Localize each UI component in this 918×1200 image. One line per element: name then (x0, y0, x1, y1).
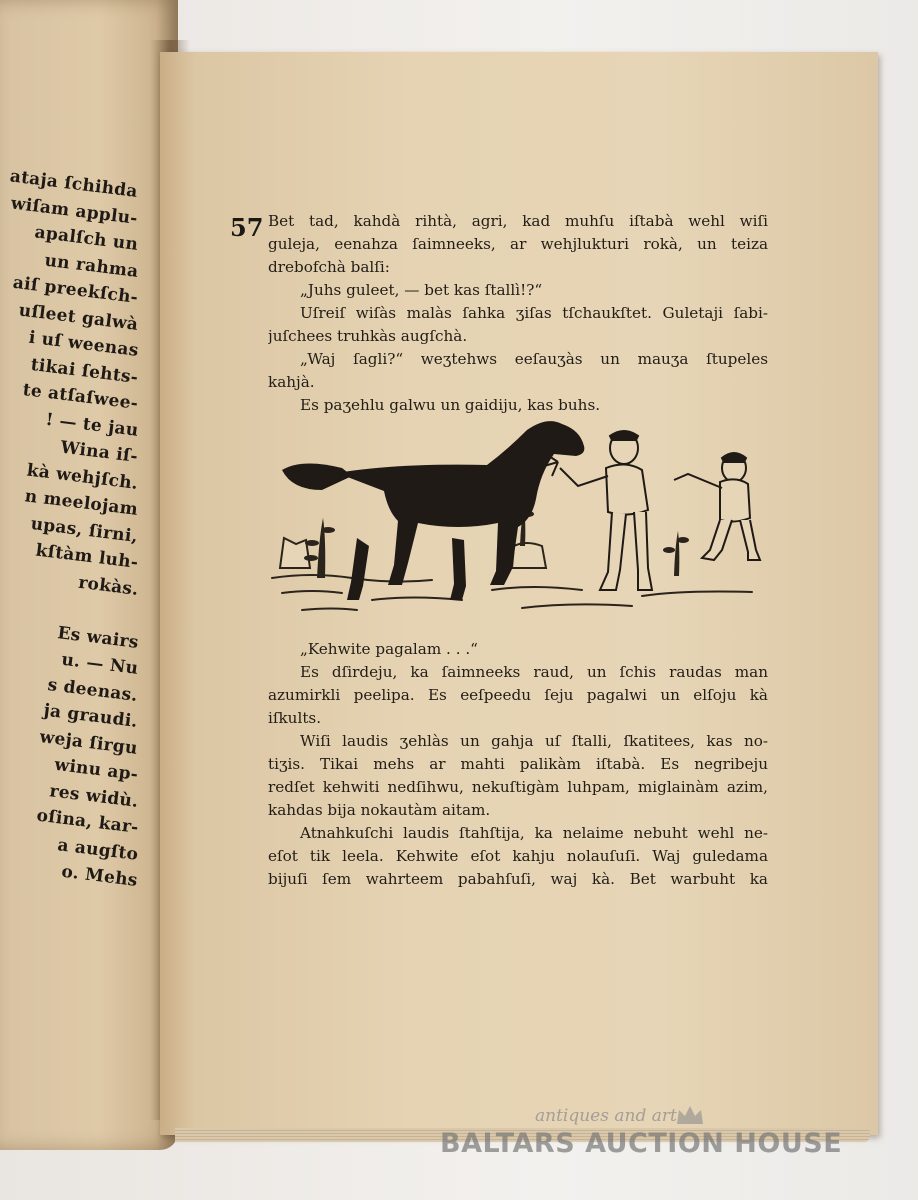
left-page-line: a augſto (56, 834, 140, 865)
left-page-line: n meelojam (23, 486, 140, 520)
left-page-line: o. Mehs (60, 861, 140, 891)
text-line: guleja, eenahza ſaimneeks, ar wehjlukturi rokà, un teiza (268, 235, 768, 253)
left-page-line: kà wehjſch. (25, 459, 140, 494)
left-page-line: oſina, kar- (35, 805, 140, 838)
left-page-line: winu ap- (53, 754, 140, 785)
left-page-line: tikai ſehts- (29, 354, 140, 388)
left-page-line: s deenas. (46, 674, 140, 706)
left-page-line: upas, ſirni, (29, 513, 140, 547)
text-line: kahjà. (268, 373, 315, 391)
text-line: „Juhs guleet, — bet kas ſtallì!?“ (300, 281, 543, 299)
horse-illustration (262, 418, 762, 628)
left-page-line: aiſ preekſch- (11, 272, 140, 308)
crown-icon (675, 1104, 705, 1126)
text-line: „Kehwite pagalam . . .“ (300, 640, 478, 658)
text-paragraph-top (268, 210, 768, 417)
auction-watermark (440, 1096, 843, 1176)
left-page-line: rokàs. (76, 572, 140, 600)
watermark-tagline: antiques and art (535, 1106, 677, 1126)
text-line: kahdas bija nokautàm aitam. (268, 801, 491, 819)
text-line: iſkults. (268, 709, 322, 727)
text-line: Bet tad, kahdà rihtà, agri, kad muhſu iſtabà wehl wiſi (268, 212, 768, 230)
left-page-line: Wina iſ- (59, 437, 140, 467)
text-line: „Waj ſagli?“ weʒtehws eeſauʒàs un mauʒa ſtupeles (300, 350, 768, 368)
text-line: azumirkli peelipa. Es eeſpeedu ſeju pagalwi un elſoju kà (268, 686, 768, 704)
text-line: drebofchà balſi: (268, 258, 390, 276)
left-page-line: Es wairs (55, 622, 140, 653)
text-line: Es dſirdeju, ka ſaimneeks raud, un ſchis raudas man (300, 663, 768, 681)
text-line: bijuſi ſem wahrteem pabahſuſi, waj kà. Bet warbuht ka (268, 870, 768, 888)
left-page-line: i uſ weenas (27, 327, 140, 361)
page-number: 57 (230, 213, 264, 242)
left-page-line: u. — Nu (60, 649, 140, 679)
left-page-line: kſtàm luh- (34, 540, 140, 573)
left-page-line: weja ſirgu (39, 726, 140, 759)
left-page-line: un rahma (43, 250, 140, 282)
left-page-line: apalſch un (33, 222, 140, 255)
left-page-line: te atſaſwee- (21, 379, 140, 414)
text-line: Es paʒehlu galwu un gaidiju, kas buhs. (300, 396, 601, 414)
text-paragraph-bottom (268, 638, 768, 891)
text-line: juſchees truhkàs augſchà. (268, 327, 468, 345)
watermark-brand: BALTARS AUCTION HOUSE (440, 1128, 843, 1159)
text-line: Uſreiſ wiſàs malàs ſahka ʒiſas tſchaukſtet. Guletaji ſabi- (300, 304, 768, 322)
text-line: Atnahkuſchi laudis ſtahſtija, ka nelaime nebuht wehl ne- (300, 824, 768, 842)
left-page-line: ataja ſchihda (9, 166, 140, 202)
left-page-line: ja graudi. (42, 700, 140, 732)
left-page-line: ! — te jau (44, 409, 140, 441)
text-line: redſet kehwiti nedſihwu, nekuſtigàm luhpam, miglainàm azim, (268, 778, 768, 796)
text-line: eſot tik leela. Kehwite eſot kahju nolauſuſi. Waj guledama (268, 847, 768, 865)
left-page-line: uſleet galwà (17, 299, 140, 335)
left-page-line: res widù. (48, 780, 140, 812)
text-line: tiʒis. Tikai mehs ar mahti palikàm iſtabà. Es negribeju (268, 755, 768, 773)
text-line: Wiſi laudis ʒehlàs un gahja uſ ſtalli, ſkatitees, kas no- (300, 732, 768, 750)
left-page-line: wiſam applu- (10, 193, 140, 229)
